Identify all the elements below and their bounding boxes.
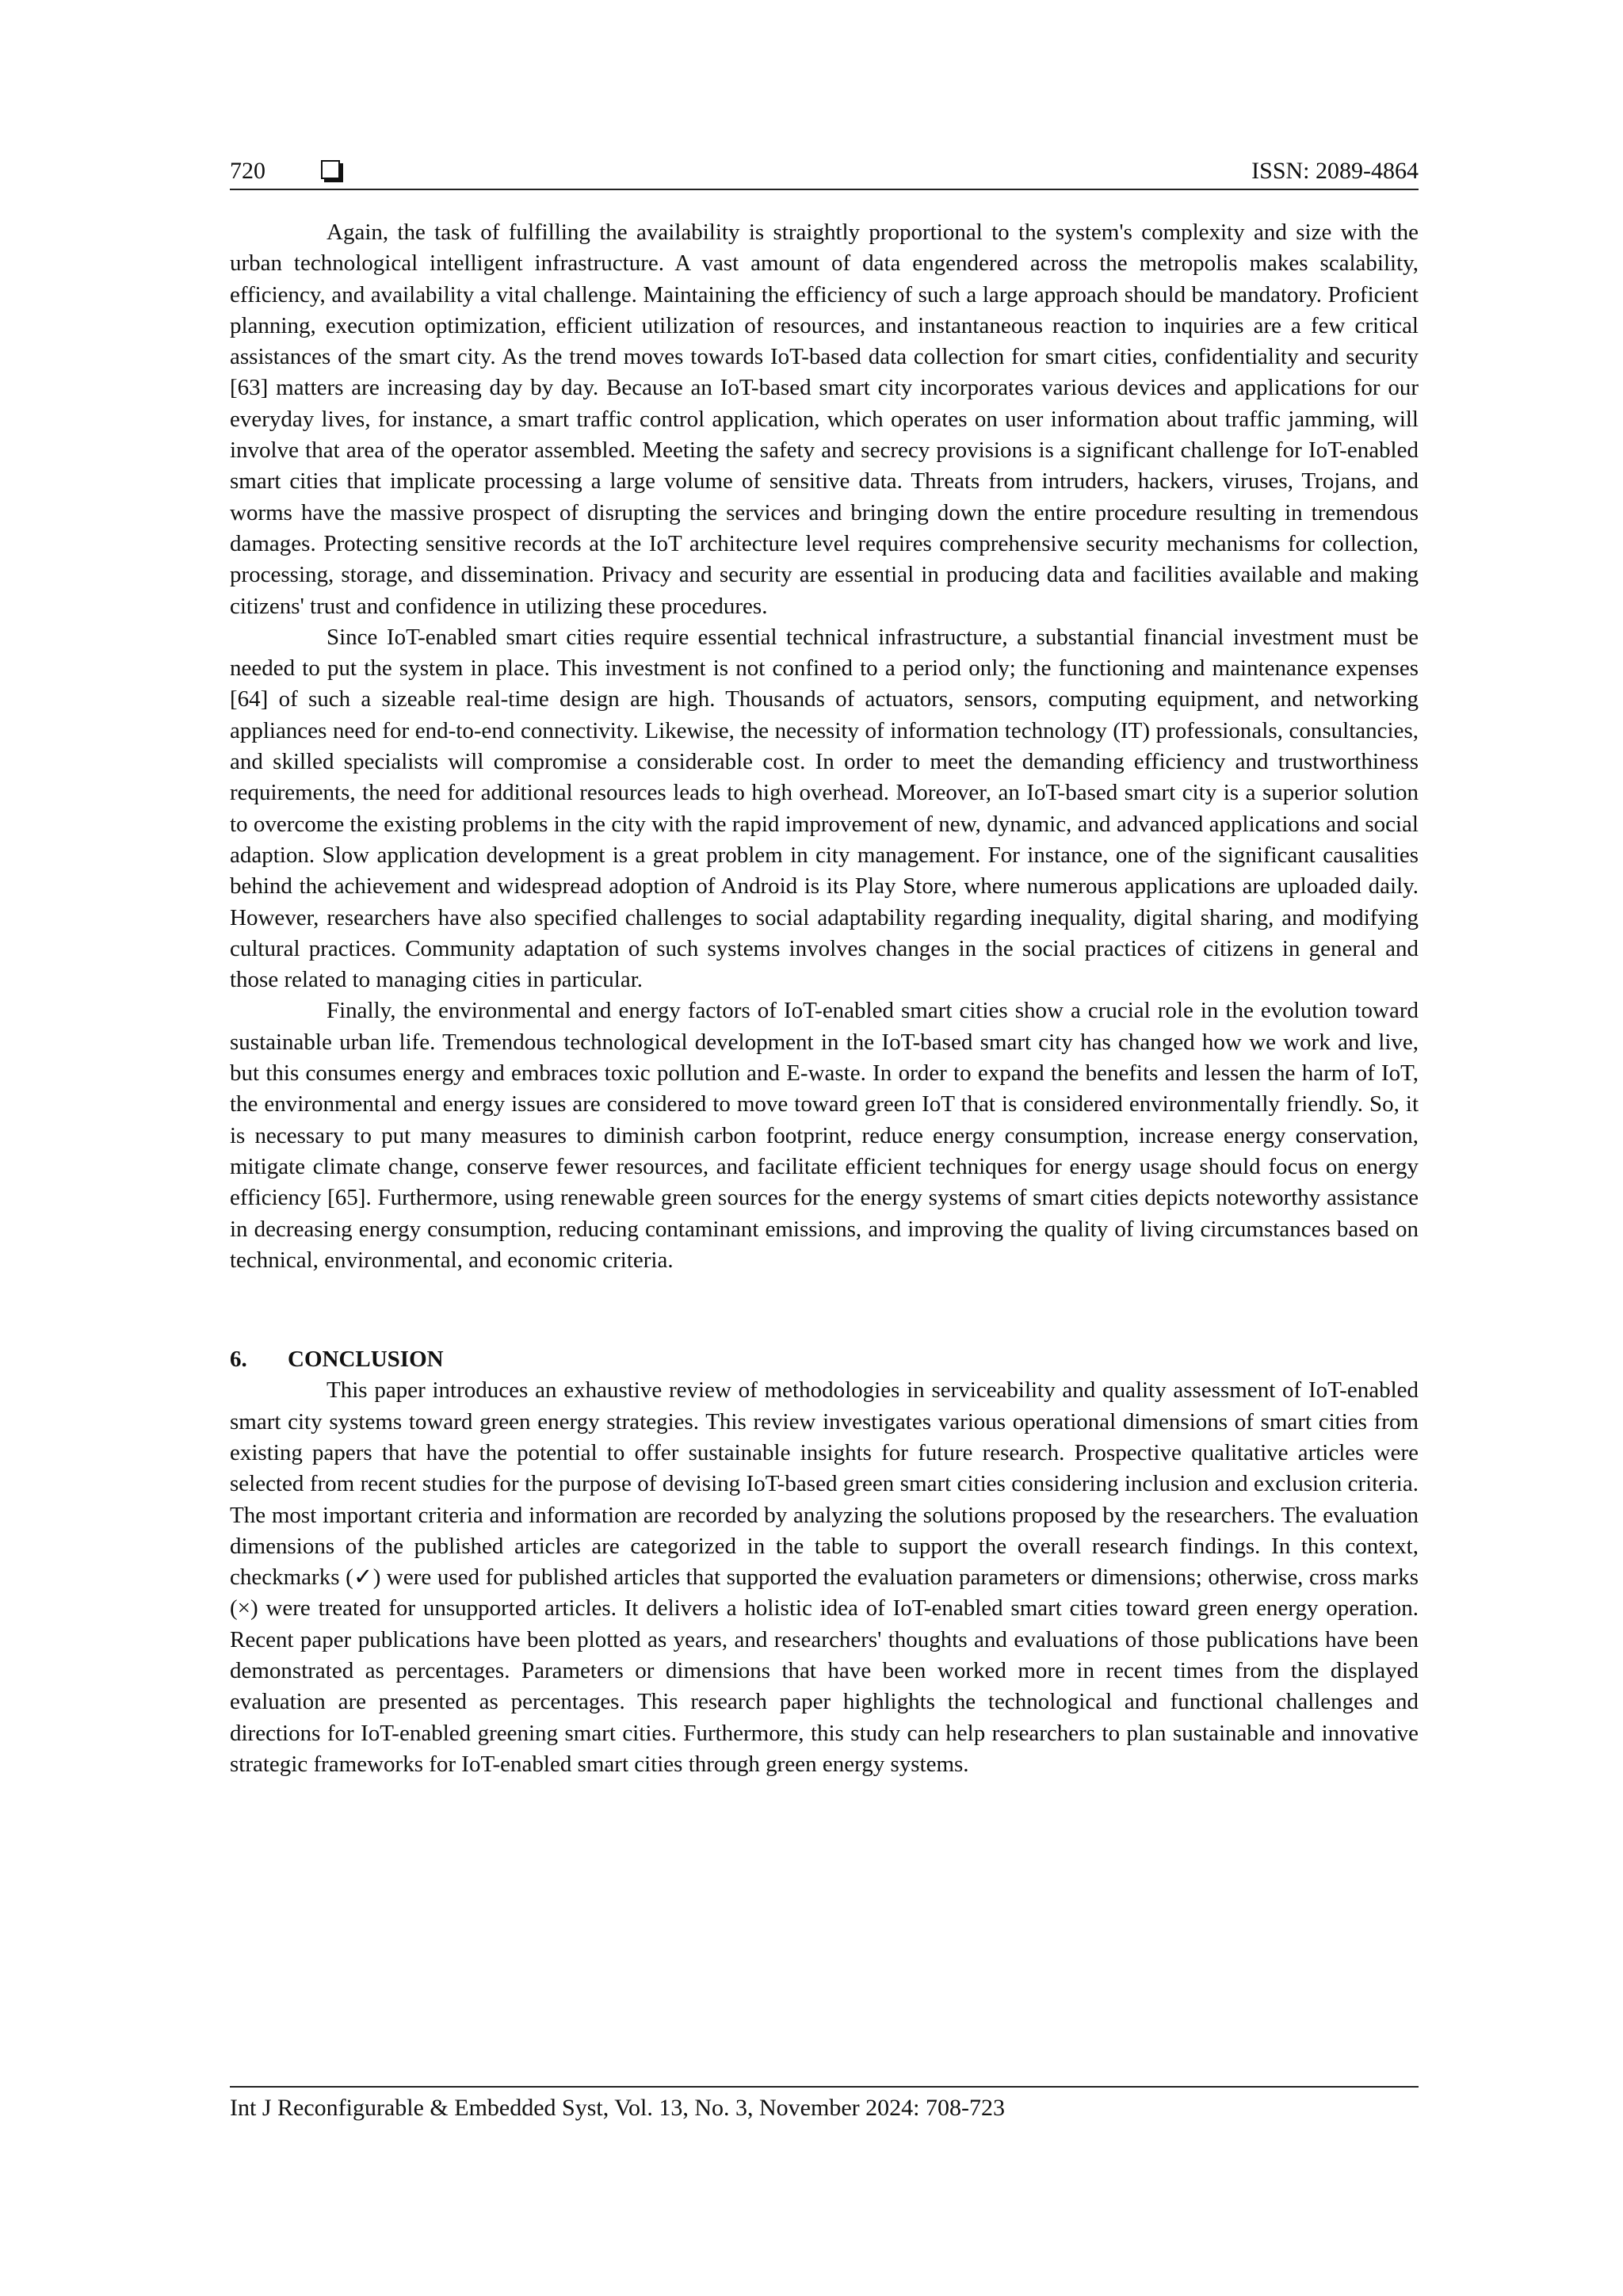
square-box-icon: [321, 160, 340, 179]
section-number: 6.: [230, 1347, 247, 1373]
paragraph-environment: Finally, the environmental and energy factors of IoT-enabled smart cities show a crucial role in the evolution toward sustainable urban life. Tremendous technological development in the IoT-based smart city has changed how we work and live, but this consumes energy and embraces toxic pollution and E-waste. In order to expand the benefits and lessen the harm of IoT, the environmental and energy issues are considered to move toward green IoT that is considered environmentally friendly. So, it is necessary to put many measures to diminish carbon footprint, reduce energy consumption, increase energy conservation, mitigate climate change, conserve fewer resources, and facilitate efficient techniques for energy usage should focus on energy efficiency [65]. Furthermore, using renewable green sources for the energy systems of smart cities depicts noteworthy assistance in decreasing energy consumption, reducing contaminant emissions, and improving the quality of living circumstances based on technical, environmental, and economic criteria.: [230, 998, 1419, 1273]
page-header: [230, 155, 1419, 190]
footer-citation: Int J Reconfigurable & Embedded Syst, Vol. 13, No. 3, November 2024: 708-723: [230, 2095, 1005, 2121]
paragraph-conclusion: This paper introduces an exhaustive review of methodologies in serviceability and quality assessment of IoT-enabled smart city systems toward green energy strategies. This review investigates various operational dimensions of smart cities from existing papers that have the potential to offer sustainable insights for future research. Prospective qualitative articles were selected from recent studies for the purpose of devising IoT-based green smart cities considering inclusion and exclusion criteria. The most important criteria and information are recorded by analyzing the solutions proposed by the researchers. The evaluation dimensions of the published articles are categorized in the table to support the overall research findings. In this context, checkmarks (✓) were used for published articles that supported the evaluation parameters or dimensions; otherwise, cross marks (×) were treated for unsupported articles. It delivers a holistic idea of IoT-enabled smart cities toward green energy operation. Recent paper publications have been plotted as years, and researchers' thoughts and evaluations of those publications have been demonstrated as percentages. Parameters or dimensions that have been worked more in recent times from the displayed evaluation are presented as percentages. This research paper highlights the technological and functional challenges and directions for IoT-enabled greening smart cities. Furthermore, this study can help researchers to plan sustainable and innovative strategic frameworks for IoT-enabled smart cities through green energy systems.: [230, 1377, 1419, 1777]
page-footer: [230, 2086, 1419, 2124]
paragraph-investment: Since IoT-enabled smart cities require essential technical infrastructure, a substantial financial investment must be needed to put the system in place. This investment is not confined to a period only; the functioning and maintenance expenses [64] of such a sizeable real-time design are high. Thousands of actuators, sensors, computing equipment, and networking appliances need for end-to-end connectivity. Likewise, the necessity of information technology (IT) professionals, consultancies, and skilled specialists will compromise a considerable cost. In order to meet the demanding efficiency and trustworthiness requirements, the need for additional resources leads to high overhead. Moreover, an IoT-based smart city is a superior solution to overcome the existing problems in the city with the rapid improvement of new, dynamic, and advanced applications and social adaption. Slow application development is a great problem in city management. For instance, one of the significant causalities behind the achievement and widespread adoption of Android is its Play Store, where numerous applications are uploaded daily. However, researchers have also specified challenges to social adaptability regarding inequality, digital sharing, and modifying cultural practices. Community adaptation of such systems involves changes in the social practices of citizens in general and those related to managing cities in particular.: [230, 624, 1419, 993]
issn-label: ISSN: 2089-4864: [1251, 158, 1419, 184]
page-number: 720: [230, 158, 265, 184]
section-heading-conclusion: [230, 1344, 1419, 1375]
section-title: CONCLUSION: [288, 1347, 444, 1373]
paragraph-availability: Again, the task of fulfilling the availability is straightly proportional to the system's complexity and size with the urban technological intelligent infrastructure. A vast amount of data engendered across the metropolis makes scalability, efficiency, and availability a vital challenge. Maintaining the efficiency of such a large approach should be mandatory. Proficient planning, execution optimization, efficient utilization of resources, and instantaneous reaction to inquiries are a few critical assistances of the smart city. As the trend moves towards IoT-based data collection for smart cities, confidentiality and security [63] matters are increasing day by day. Because an IoT-based smart city incorporates various devices and applications for our everyday lives, for instance, a smart traffic control application, which operates on user information about traffic jamming, will involve that area of the operator assembled. Meeting the safety and secrecy provisions is a significant challenge for IoT-enabled smart cities that implicate processing a large volume of sensitive data. Threats from intruders, hackers, viruses, Trojans, and worms have the massive prospect of disrupting the services and bringing down the entire procedure resulting in tremendous damages. Protecting sensitive records at the IoT architecture level requires comprehensive security mechanisms for collection, processing, storage, and dissemination. Privacy and security are essential in producing data and facilities available and making citizens' trust and confidence in utilizing these procedures.: [230, 220, 1419, 619]
body-text: [230, 217, 1419, 1780]
